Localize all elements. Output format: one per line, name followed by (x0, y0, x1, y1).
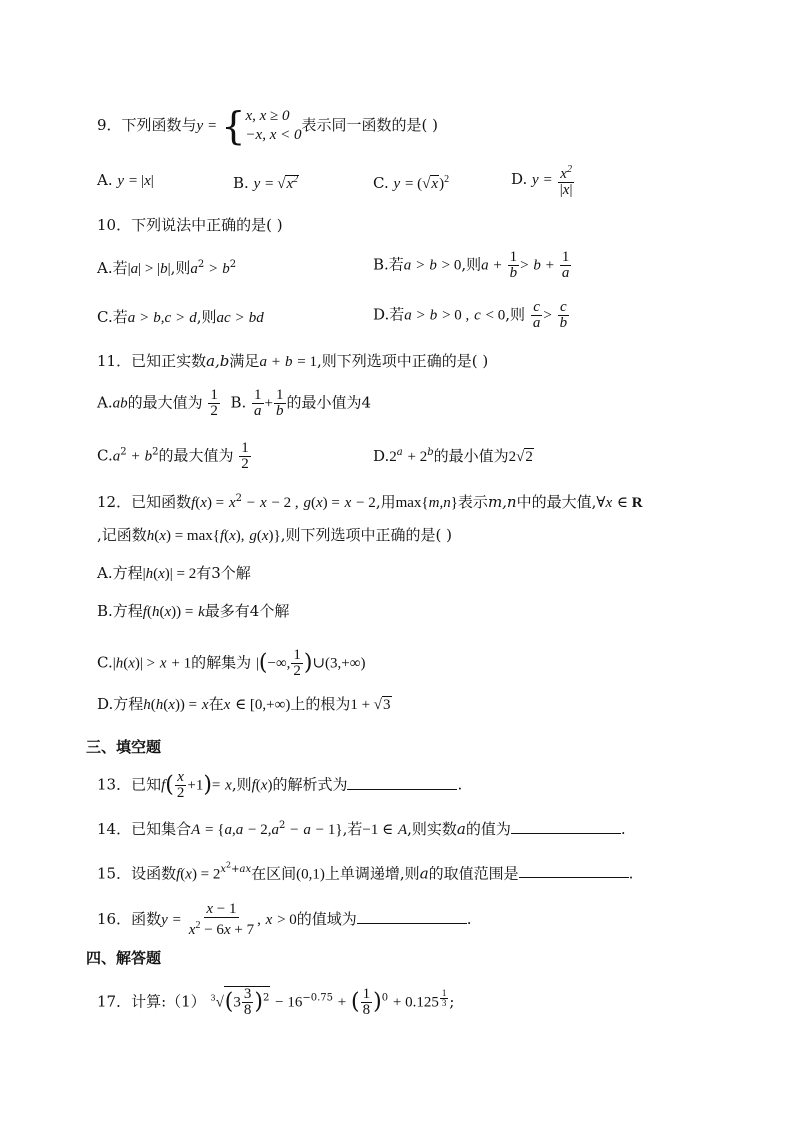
q12-stem: 12．已知函数$f(x) = x^2 - x - 2$ , g(x) = x − 2,用max{m,n}表示m,n中的最大值,∀x ∈ R (97, 493, 643, 511)
q10-b-label: B.若 (373, 255, 404, 274)
q13-answer-blank[interactable] (347, 775, 457, 790)
section-fill-in: 三、填空题 (86, 738, 162, 756)
q9-option-b: B. $y = √x^2$ (233, 174, 299, 192)
q10-option-d: D.若a > b > 0 , c < 0,则 $\frac{c}{a}$ > $\frac{c}{b}$ (373, 299, 568, 331)
q9-option-b-label: B. (233, 174, 249, 192)
q14-mid2: ,则实数 (407, 820, 457, 838)
q12-c-label: C. (97, 653, 113, 672)
q15-answer-blank[interactable] (519, 863, 629, 878)
q12-b-label: B.方程 (97, 602, 143, 620)
q14-mid: ,若 (342, 820, 363, 838)
q9-option-c: C. $y = (√x)^2$ (373, 174, 450, 192)
q10-option-b: B.若a > b > 0,则a + $\frac{1}{b}$ > b + $\frac{1}{a}$ (373, 249, 570, 281)
q12-d-text: 上的根为 (290, 695, 351, 713)
q12-option-a: A.方程|h(x)| = 2有3个解 (97, 564, 251, 582)
q9-stem-end: 表示同一函数的是( ) (301, 116, 438, 134)
q16-answer-blank[interactable] (357, 909, 467, 924)
q11-stem-pre: 11．已知正实数 (97, 352, 207, 370)
q13: 13．已知f( $\frac{x}{2}$ +1)= x,则f(x)的解析式为 . (97, 769, 463, 801)
q10-c-then: ,则 (196, 308, 217, 326)
q12-stem-use: ,用 (375, 493, 396, 511)
q15-post: 的取值范围是 (428, 864, 519, 883)
q11-vars: a,b (206, 352, 230, 370)
q11-c-text: 的最大值为 (158, 446, 234, 465)
q16-mid: 的值域为 (296, 910, 357, 928)
q10-a-then: ,则 (170, 259, 191, 277)
q11-d-label: D. (373, 447, 390, 465)
q11-option-d: $D.2^a + 2^b$的最小值为2√2 (373, 447, 533, 465)
q11-a-text: 的最大值为 (127, 393, 203, 412)
q15-mid: 在区间 (251, 864, 297, 883)
q14-post: 的值为 (465, 820, 511, 838)
q10-option-a: A.若|a| > |b|,则$a^2 > b^2$ (97, 259, 237, 277)
q12-d-mid: 在 (208, 695, 224, 713)
q12-option-d: D.方程h(h(x)) = x在x ∈ [0,+∞)上的根为1 + √3 (97, 695, 391, 713)
q9-stem: 9．下列函数与y = { x, x ≥ 0 −x, x < 0 表示同一函数的是( ) (97, 104, 438, 148)
q12-c-text: 的解集为 (191, 653, 252, 672)
q11-c-label: C. (97, 446, 113, 465)
q17-pre: 17．计算:（1） (97, 992, 206, 1011)
q16: 16．函数y = $\frac{x - 1}{x^2 - 6x + 7}$ , x > 0的值域为 . (97, 901, 472, 938)
q9-option-c-label: C. (373, 174, 389, 192)
q15-mid2: 上单调递增,则 (324, 864, 420, 883)
q17: 17．计算:（1） $^3$√(3 $\frac{3}{8}$ )$^2 - 16^{-0.75}$ + ( $\frac{1}{8}$ )$^0$ + 0.125 $^{\frac{1}{3}}$ ; (97, 986, 455, 1018)
q12-stem-mn2: 中的最大值, (516, 493, 597, 511)
q12-a-text: 有3个解 (196, 564, 251, 582)
q14-end: . (620, 820, 626, 838)
q15-pre: 15．设函数 (97, 864, 177, 883)
q12-option-c: C.|h(x)| > x + 1的解集为 |(−∞, $\frac{1}{2}$ )∪(3,+∞) (97, 647, 366, 679)
q15-end: . (628, 864, 634, 883)
q12-stem-pre: 12．已知函数 (97, 493, 192, 511)
q14: 14．已知集合$A = \{a,a - 2,a^2 - a - 1\}$,若−1 ∈ A,则实数a的值为 . (97, 820, 626, 838)
q11-a-label: A. (97, 393, 113, 412)
q13-pre: 13．已知 (97, 775, 162, 794)
q11-b-text: 的最小值为4 (286, 393, 372, 412)
q12-stem-mn: 表示 (457, 493, 488, 511)
q9-option-a-label: A. (97, 171, 113, 189)
q10-b-then: ,则 (461, 255, 482, 274)
q12-b-text: 最多有4个解 (204, 602, 290, 620)
q11-stem-post: ,则下列选项中正确的是( ) (316, 352, 489, 370)
q9-case1: x, x ≥ 0 (245, 108, 290, 124)
q13-mid: ,则 (231, 775, 252, 794)
q11-options-ab: A.ab的最大值为 $\frac{1}{2}$ B. $\frac{1}{a}$ + $\frac{1}{b}$ 的最小值为4 (97, 387, 372, 419)
q10-d-then: ,则 (505, 305, 526, 324)
q9-options: A. y = |x| (97, 171, 154, 189)
q11-d-text: 的最小值为 (433, 447, 509, 465)
q11-stem-mid: 满足 (229, 352, 260, 370)
q13-end: . (457, 775, 463, 794)
q12-a-label: A.方程 (97, 564, 143, 582)
q17-end: ; (449, 992, 455, 1011)
q15: 15．设函数$f(x) = 2^{x^2+ax}$在区间(0,1)上单调递增,则a的取值范围是 . (97, 861, 634, 883)
q14-answer-blank[interactable] (511, 819, 621, 834)
q14-pre: 14．已知集合 (97, 820, 192, 838)
q12-line2-pre: ,记函数 (97, 526, 147, 544)
q9-option-d: D. y = $\frac{x^2}{|x|}$ (511, 164, 573, 198)
q13-post: 的解析式为 (272, 775, 348, 794)
q9-case2: −x, x < 0 (245, 127, 302, 143)
q10-d-label: D.若 (373, 305, 405, 324)
q16-end: . (466, 910, 472, 928)
q9-stem-text: 9．下列函数与 (97, 116, 197, 134)
q12-option-b: B.方程f(h(x)) = k最多有4个解 (97, 602, 290, 620)
q11-b-label: B. (230, 393, 247, 412)
q9-piecewise: { x, x ≥ 0 −x, x < 0 (221, 104, 302, 148)
q11-option-c: $C.a^2 + b^2$的最大值为 $\frac{1}{2}$ (97, 440, 249, 472)
q11-stem: 11．已知正实数a,b满足a + b = 1,则下列选项中正确的是( ) (97, 352, 489, 370)
q9-option-d-label: D. (511, 170, 528, 188)
q10-a-label: A.若 (97, 259, 128, 277)
q12-d-label: D.方程 (97, 695, 144, 713)
q10-option-c: C.若a > b,c > d,则ac > bd (97, 308, 264, 326)
q16-pre: 16．函数 (97, 910, 162, 928)
q12-stem-line2: ,记函数h(x) = max{f(x), g(x)},则下列选项中正确的是( ) (97, 526, 452, 544)
section-solve: 四、解答题 (86, 949, 162, 967)
q10-stem: 10．下列说法中正确的是( ) (97, 216, 283, 234)
q10-c-label: C.若 (97, 308, 128, 326)
q12-line2-post: ,则下列选项中正确的是( ) (280, 526, 452, 544)
